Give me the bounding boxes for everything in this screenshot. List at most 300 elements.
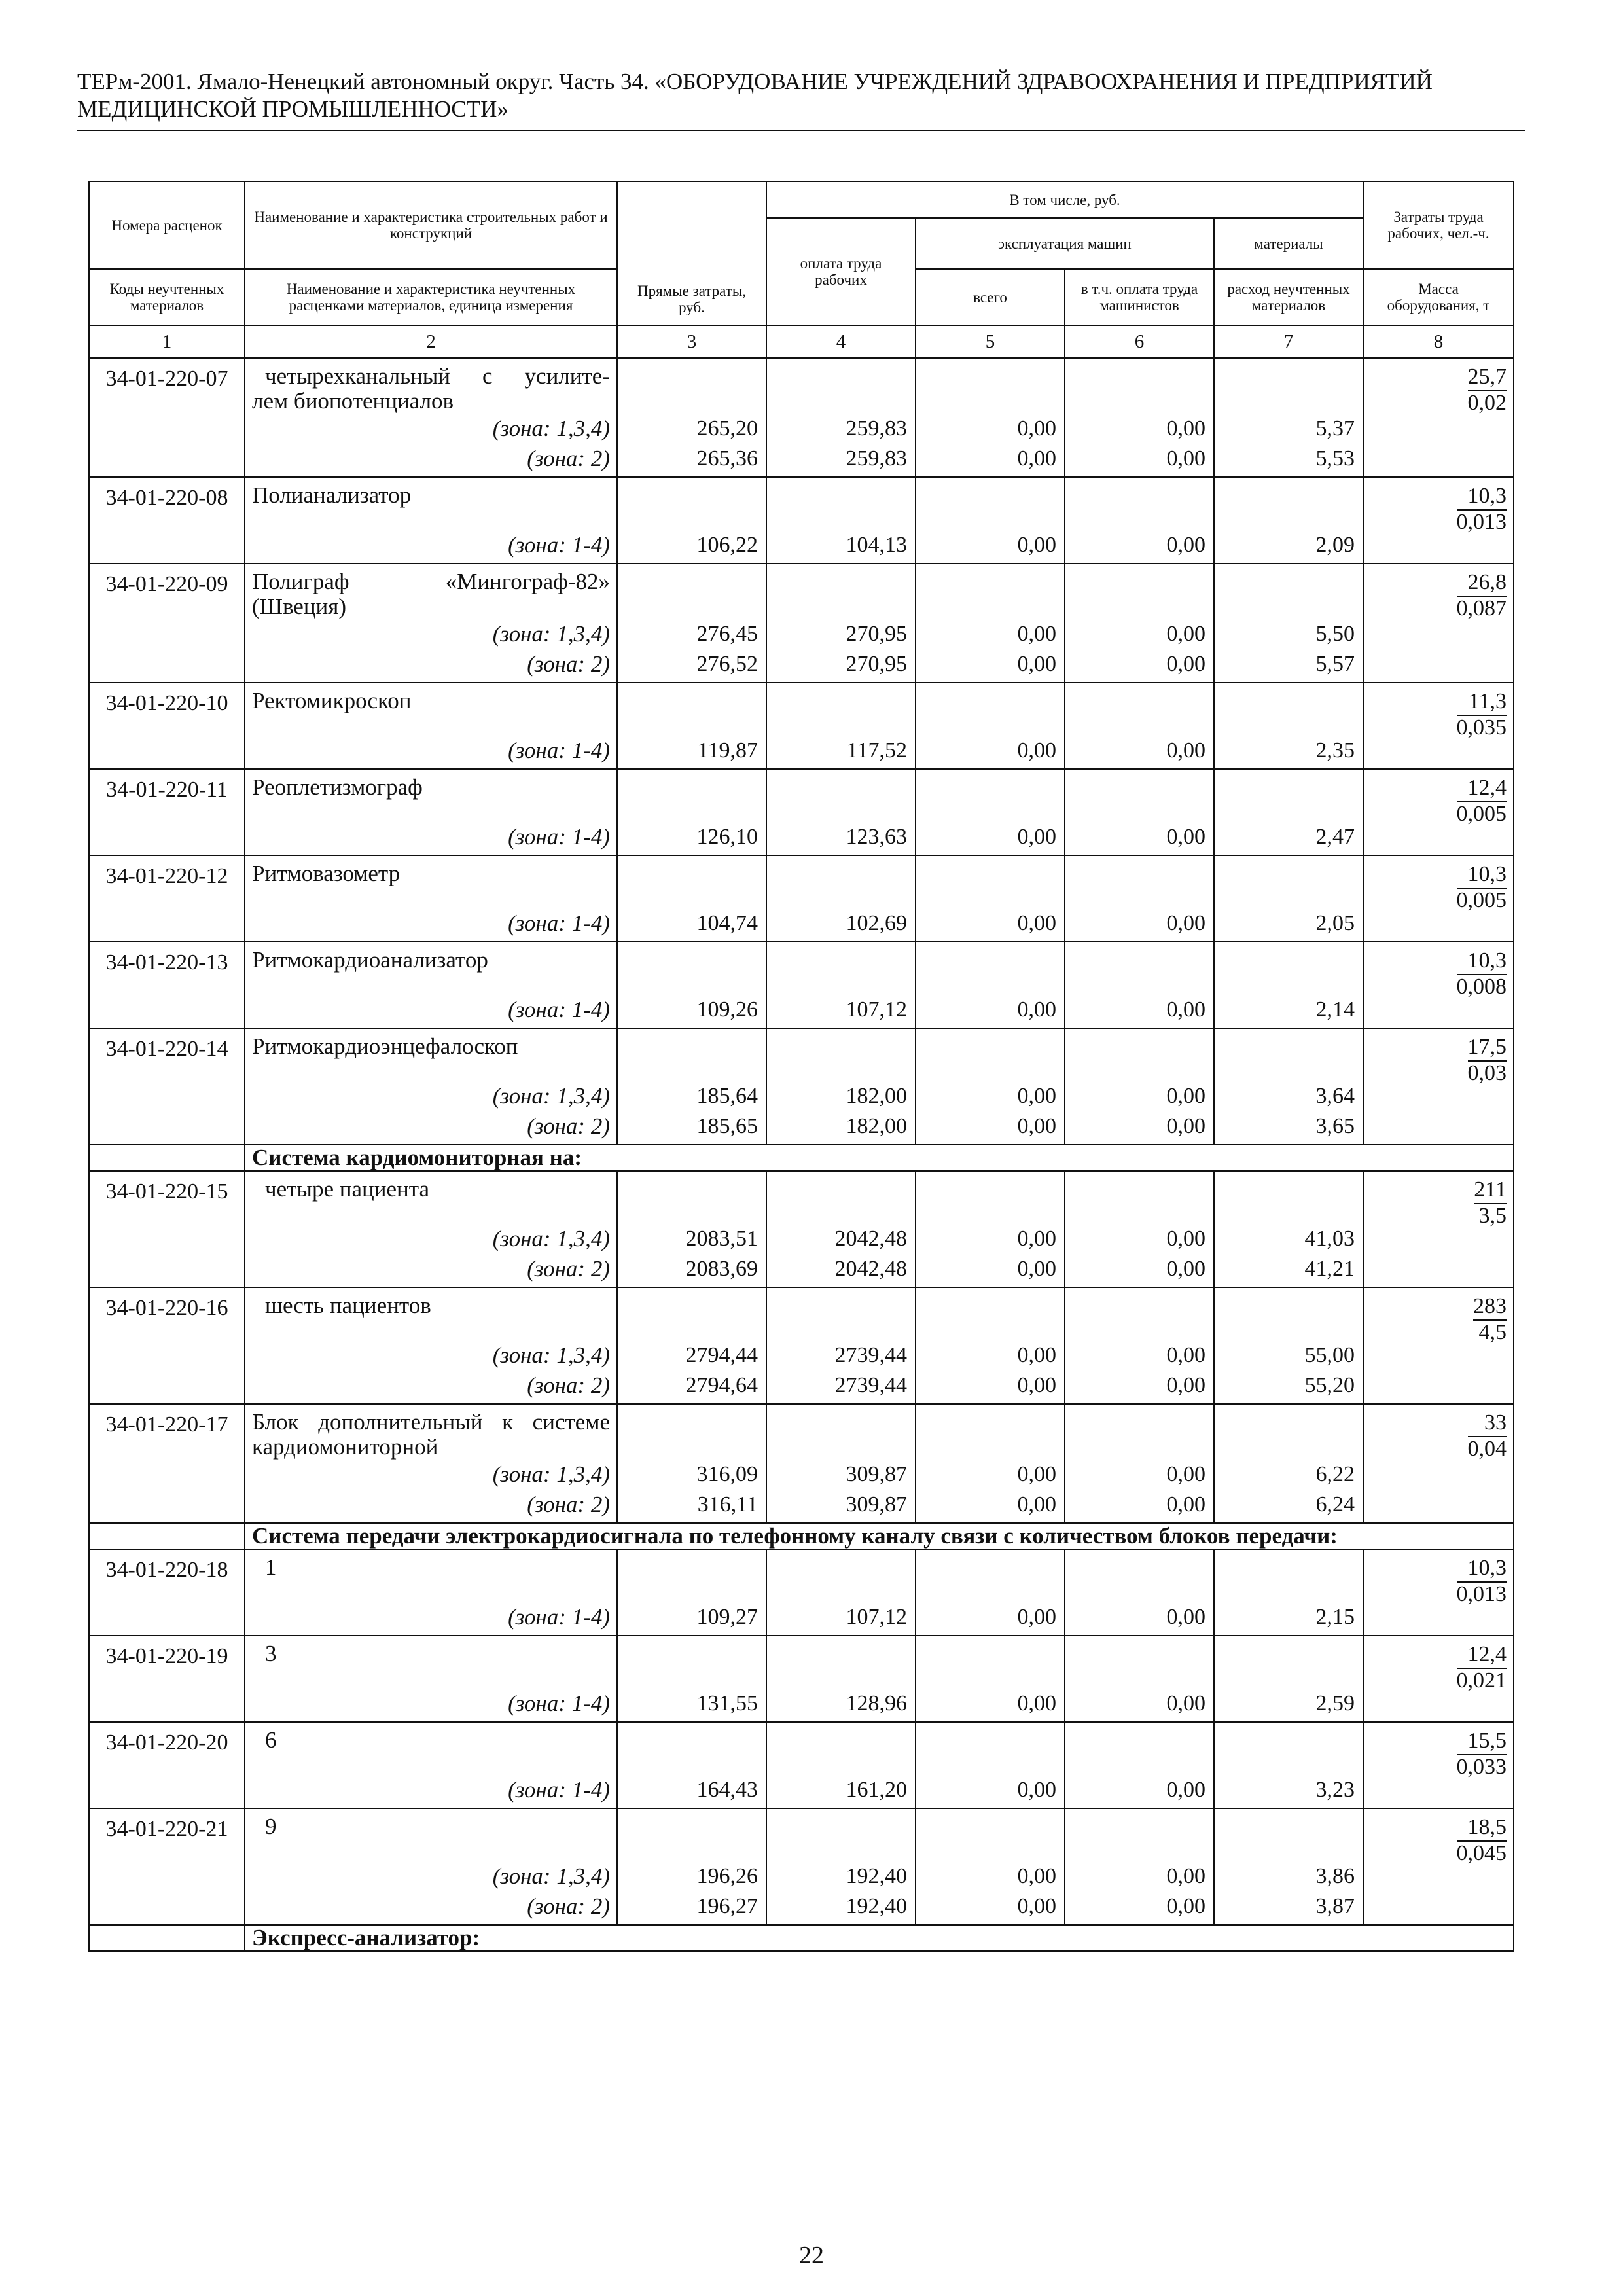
spacer xyxy=(252,886,610,908)
labor-mass-cell xyxy=(1363,1171,1514,1287)
rate-code: 34-01-220-21 xyxy=(89,1808,245,1925)
rate-code: 34-01-220-17 xyxy=(89,1404,245,1523)
spacer xyxy=(774,1641,907,1689)
rate-row xyxy=(89,1404,1514,1523)
direct-cost-cell xyxy=(617,1808,766,1925)
labor-pay: 107,12 xyxy=(846,1605,907,1629)
rate-name-cell xyxy=(245,1636,617,1722)
labor-pay: 270,95 xyxy=(846,652,907,676)
rate-row xyxy=(89,1287,1514,1404)
col-number: 3 xyxy=(617,325,766,358)
zone-label: (зона: 1,3,4) xyxy=(492,1462,610,1487)
machines-total: 0,00 xyxy=(1017,1778,1056,1802)
materials-cost-cell xyxy=(1214,942,1363,1028)
zone-label: (зона: 1,3,4) xyxy=(492,1226,610,1251)
direct-cost: 109,26 xyxy=(696,997,758,1022)
rate-name-line: Реоплетизмограф xyxy=(252,774,423,800)
machines-total: 0,00 xyxy=(1017,1343,1056,1367)
rate-name-line: 9 xyxy=(265,1814,277,1839)
rate-name-cell xyxy=(245,942,617,1028)
rate-code: 34-01-220-11 xyxy=(89,769,245,855)
materials-cost: 3,86 xyxy=(1315,1864,1355,1888)
col-number: 7 xyxy=(1214,325,1363,358)
direct-cost: 185,64 xyxy=(696,1084,758,1108)
machines-total: 0,00 xyxy=(1017,1894,1056,1918)
machines-labor: 0,00 xyxy=(1166,1227,1205,1251)
labor-mass-cell xyxy=(1363,1028,1514,1145)
spacer xyxy=(1221,1555,1355,1602)
materials-cost: 2,15 xyxy=(1315,1605,1355,1629)
machines-total: 0,00 xyxy=(1017,1257,1056,1281)
direct-cost-cell xyxy=(617,477,766,564)
materials-cost: 5,50 xyxy=(1315,622,1355,646)
direct-cost: 164,43 xyxy=(696,1778,758,1802)
rate-name-cell xyxy=(245,1404,617,1523)
spacer xyxy=(774,364,907,414)
machines-labor-cell xyxy=(1065,1808,1214,1925)
header-materials-use: расход неучтенных материалов xyxy=(1214,269,1363,325)
zone-label: (зона: 2) xyxy=(527,1113,610,1139)
materials-cost: 55,00 xyxy=(1304,1343,1355,1367)
labor-pay: 259,83 xyxy=(846,446,907,471)
header-materials: материалы xyxy=(1214,218,1363,269)
materials-cost-cell xyxy=(1214,477,1363,564)
direct-cost-cell xyxy=(617,1287,766,1404)
spacer xyxy=(1221,364,1355,414)
spacer xyxy=(624,1641,758,1689)
equipment-mass: 0,005 xyxy=(1456,802,1507,826)
materials-cost-cell xyxy=(1214,1808,1363,1925)
header-code-top: Номера расценок xyxy=(89,181,245,269)
spacer xyxy=(774,1410,907,1460)
direct-cost: 316,09 xyxy=(696,1462,758,1486)
labor-pay: 309,87 xyxy=(846,1462,907,1486)
machines-labor-cell xyxy=(1065,1722,1214,1808)
spacer xyxy=(624,1293,758,1340)
rate-name-cell xyxy=(245,1287,617,1404)
spacer xyxy=(252,1202,610,1224)
materials-cost: 41,21 xyxy=(1304,1257,1355,1281)
rate-name-cell xyxy=(245,1549,617,1636)
machines-labor: 0,00 xyxy=(1166,825,1205,849)
spacer xyxy=(1072,1814,1205,1861)
labor-pay: 2042,48 xyxy=(834,1257,907,1281)
materials-cost-cell xyxy=(1214,564,1363,683)
labor-hours: 15,5 xyxy=(1457,1729,1507,1755)
spacer xyxy=(624,364,758,414)
labor-mass-cell xyxy=(1363,1287,1514,1404)
spacer xyxy=(1072,861,1205,908)
direct-cost-cell xyxy=(617,564,766,683)
rate-name-line: 1 xyxy=(265,1554,277,1580)
direct-cost: 126,10 xyxy=(696,825,758,849)
spacer xyxy=(923,948,1056,995)
rate-row xyxy=(89,683,1514,769)
materials-cost-cell xyxy=(1214,769,1363,855)
labor-pay-cell xyxy=(766,1808,916,1925)
col-number: 4 xyxy=(766,325,916,358)
machines-total-cell xyxy=(916,769,1065,855)
direct-cost: 104,74 xyxy=(696,911,758,935)
rate-name-line: Полиграф «Мингограф-82» xyxy=(252,569,610,594)
labor-mass-fraction xyxy=(1457,1816,1507,1865)
machines-total: 0,00 xyxy=(1017,1492,1056,1516)
spacer xyxy=(923,1728,1056,1775)
materials-cost-cell xyxy=(1214,1171,1363,1287)
spacer xyxy=(1221,1293,1355,1340)
zone-label: (зона: 1-4) xyxy=(508,1691,610,1716)
spacer xyxy=(923,569,1056,619)
rate-row xyxy=(89,477,1514,564)
header-name-top: Наименование и характеристика строительных работ и конструкций xyxy=(245,181,617,269)
labor-mass-cell xyxy=(1363,1722,1514,1808)
machines-labor-cell xyxy=(1065,1287,1214,1404)
materials-cost: 55,20 xyxy=(1304,1373,1355,1397)
machines-total-cell xyxy=(916,683,1065,769)
spacer xyxy=(1072,1728,1205,1775)
rate-name-cell xyxy=(245,358,617,477)
direct-cost-cell xyxy=(617,1722,766,1808)
rate-name-cell xyxy=(245,855,617,942)
labor-pay-cell xyxy=(766,1028,916,1145)
equipment-mass: 0,045 xyxy=(1456,1841,1507,1865)
labor-pay: 107,12 xyxy=(846,997,907,1022)
spacer xyxy=(774,689,907,736)
rate-name-line: Ритмокардиоэнцефалоскоп xyxy=(252,1033,518,1059)
machines-labor: 0,00 xyxy=(1166,446,1205,471)
materials-cost-cell xyxy=(1214,1549,1363,1636)
rate-row xyxy=(89,1636,1514,1722)
zone-label: (зона: 2) xyxy=(527,1492,610,1517)
spacer xyxy=(1072,1177,1205,1224)
materials-cost: 2,09 xyxy=(1315,533,1355,557)
labor-hours: 10,3 xyxy=(1457,949,1507,975)
labor-hours: 17,5 xyxy=(1468,1035,1507,1062)
spacer xyxy=(774,775,907,822)
header-including: В том числе, руб. xyxy=(766,181,1363,218)
spacer xyxy=(774,483,907,530)
spacer xyxy=(624,483,758,530)
group-heading: Экспресс-анализатор: xyxy=(245,1925,1514,1951)
spacer xyxy=(923,1641,1056,1689)
direct-cost: 2083,69 xyxy=(685,1257,758,1281)
machines-labor: 0,00 xyxy=(1166,533,1205,557)
header-direct-costs: Прямые затраты, руб. xyxy=(617,181,766,325)
labor-pay: 309,87 xyxy=(846,1492,907,1516)
direct-cost-cell xyxy=(617,855,766,942)
zone-label: (зона: 1-4) xyxy=(508,997,610,1022)
materials-cost: 6,24 xyxy=(1315,1492,1355,1516)
direct-cost: 109,27 xyxy=(696,1605,758,1629)
rate-code: 34-01-220-10 xyxy=(89,683,245,769)
spacer xyxy=(252,1753,610,1775)
materials-cost: 2,47 xyxy=(1315,825,1355,849)
machines-labor-cell xyxy=(1065,358,1214,477)
spacer xyxy=(624,1177,758,1224)
materials-cost: 6,22 xyxy=(1315,1462,1355,1486)
labor-mass-cell xyxy=(1363,1549,1514,1636)
materials-cost: 5,57 xyxy=(1315,652,1355,676)
rate-row xyxy=(89,769,1514,855)
spacer xyxy=(624,1410,758,1460)
labor-hours: 12,4 xyxy=(1457,776,1507,802)
header-mass: Масса оборудования, т xyxy=(1363,269,1514,325)
rate-row xyxy=(89,1722,1514,1808)
rate-code: 34-01-220-18 xyxy=(89,1549,245,1636)
machines-total: 0,00 xyxy=(1017,1373,1056,1397)
direct-cost: 131,55 xyxy=(696,1691,758,1715)
group-heading-row xyxy=(89,1925,1514,1951)
labor-hours: 11,3 xyxy=(1457,690,1507,716)
machines-labor-cell xyxy=(1065,1171,1214,1287)
spacer xyxy=(923,364,1056,414)
labor-mass-fraction xyxy=(1457,690,1507,740)
materials-cost: 2,14 xyxy=(1315,997,1355,1022)
spacer xyxy=(252,713,610,736)
machines-total: 0,00 xyxy=(1017,1084,1056,1108)
col-number: 6 xyxy=(1065,325,1214,358)
spacer xyxy=(774,1555,907,1602)
labor-pay: 270,95 xyxy=(846,622,907,646)
machines-labor: 0,00 xyxy=(1166,1257,1205,1281)
spacer xyxy=(774,861,907,908)
col-number: 2 xyxy=(245,325,617,358)
direct-cost: 106,22 xyxy=(696,533,758,557)
spacer xyxy=(1221,1728,1355,1775)
header-machines: эксплуатация машин xyxy=(916,218,1214,269)
materials-cost-cell xyxy=(1214,1287,1363,1404)
spacer xyxy=(1221,1177,1355,1224)
machines-labor-cell xyxy=(1065,1404,1214,1523)
labor-mass-cell xyxy=(1363,769,1514,855)
spacer xyxy=(923,1034,1056,1081)
machines-labor: 0,00 xyxy=(1166,997,1205,1022)
equipment-mass: 0,013 xyxy=(1456,510,1507,534)
direct-cost-cell xyxy=(617,1404,766,1523)
spacer xyxy=(923,1555,1056,1602)
labor-mass-cell xyxy=(1363,564,1514,683)
direct-cost: 265,36 xyxy=(696,446,758,471)
machines-total: 0,00 xyxy=(1017,1462,1056,1486)
labor-mass-fraction xyxy=(1468,1035,1507,1085)
rate-name-line: Ректомикроскоп xyxy=(252,688,412,713)
spacer xyxy=(774,1293,907,1340)
direct-cost: 2083,51 xyxy=(685,1227,758,1251)
spacer xyxy=(1221,1641,1355,1689)
spacer xyxy=(1221,861,1355,908)
spacer xyxy=(624,689,758,736)
materials-cost: 3,64 xyxy=(1315,1084,1355,1108)
labor-pay: 102,69 xyxy=(846,911,907,935)
rate-row xyxy=(89,1171,1514,1287)
labor-mass-cell xyxy=(1363,477,1514,564)
materials-cost: 2,59 xyxy=(1315,1691,1355,1715)
rate-row xyxy=(89,1808,1514,1925)
spacer xyxy=(774,1177,907,1224)
rate-name-cell xyxy=(245,1808,617,1925)
rate-name-cell xyxy=(245,1171,617,1287)
direct-cost: 276,45 xyxy=(696,622,758,646)
spacer xyxy=(923,1814,1056,1861)
machines-labor-cell xyxy=(1065,1636,1214,1722)
group-code-cell xyxy=(89,1145,245,1171)
machines-labor-cell xyxy=(1065,942,1214,1028)
rate-row xyxy=(89,855,1514,942)
machines-labor-cell xyxy=(1065,477,1214,564)
spacer xyxy=(774,1814,907,1861)
rate-code: 34-01-220-13 xyxy=(89,942,245,1028)
materials-cost-cell xyxy=(1214,683,1363,769)
machines-total: 0,00 xyxy=(1017,825,1056,849)
spacer xyxy=(624,861,758,908)
spacer xyxy=(923,689,1056,736)
labor-pay-cell xyxy=(766,1171,916,1287)
direct-cost: 2794,44 xyxy=(685,1343,758,1367)
machines-total-cell xyxy=(916,1287,1065,1404)
labor-mass-cell xyxy=(1363,1808,1514,1925)
spacer xyxy=(624,1814,758,1861)
equipment-mass: 0,035 xyxy=(1456,715,1507,740)
materials-cost-cell xyxy=(1214,1636,1363,1722)
spacer xyxy=(1221,948,1355,995)
machines-labor: 0,00 xyxy=(1166,416,1205,440)
header-labor-pay: оплата труда рабочих xyxy=(766,218,916,325)
rate-name-cell xyxy=(245,769,617,855)
labor-hours: 10,3 xyxy=(1457,1556,1507,1583)
machines-labor: 0,00 xyxy=(1166,1343,1205,1367)
zone-label: (зона: 1-4) xyxy=(508,532,610,558)
zone-label: (зона: 2) xyxy=(527,1372,610,1398)
materials-cost: 3,23 xyxy=(1315,1778,1355,1802)
labor-mass-cell xyxy=(1363,942,1514,1028)
machines-labor: 0,00 xyxy=(1166,738,1205,762)
machines-total-cell xyxy=(916,855,1065,942)
header-rule xyxy=(77,130,1525,131)
spacer xyxy=(923,1293,1056,1340)
spacer xyxy=(1221,689,1355,736)
spacer xyxy=(1072,689,1205,736)
zone-label: (зона: 1-4) xyxy=(508,1604,610,1630)
direct-cost-cell xyxy=(617,1636,766,1722)
machines-total-cell xyxy=(916,1636,1065,1722)
labor-pay-cell xyxy=(766,1722,916,1808)
machines-total-cell xyxy=(916,358,1065,477)
equipment-mass: 3,5 xyxy=(1478,1204,1507,1228)
labor-pay-cell xyxy=(766,855,916,942)
rate-name-line: четыре пациента xyxy=(265,1176,429,1202)
rate-code: 34-01-220-14 xyxy=(89,1028,245,1145)
materials-cost: 41,03 xyxy=(1304,1227,1355,1251)
labor-mass-fraction xyxy=(1468,365,1507,415)
machines-labor-cell xyxy=(1065,683,1214,769)
labor-pay: 259,83 xyxy=(846,416,907,440)
labor-mass-fraction xyxy=(1457,1556,1507,1606)
machines-total: 0,00 xyxy=(1017,1227,1056,1251)
machines-labor: 0,00 xyxy=(1166,1605,1205,1629)
col-number: 8 xyxy=(1363,325,1514,358)
rate-row xyxy=(89,358,1514,477)
spacer xyxy=(1221,569,1355,619)
equipment-mass: 0,008 xyxy=(1456,975,1507,999)
materials-cost: 3,65 xyxy=(1315,1114,1355,1138)
zone-label: (зона: 1-4) xyxy=(508,910,610,936)
labor-hours: 26,8 xyxy=(1457,571,1507,597)
spacer xyxy=(252,1666,610,1689)
group-heading: Система кардиомониторная на: xyxy=(245,1145,1514,1171)
rate-name-line: Блок дополнительный к системе xyxy=(252,1409,610,1435)
rate-name-line: Полианализатор xyxy=(252,482,412,508)
labor-hours: 211 xyxy=(1474,1178,1507,1204)
machines-total: 0,00 xyxy=(1017,1864,1056,1888)
labor-mass-cell xyxy=(1363,683,1514,769)
machines-total: 0,00 xyxy=(1017,1605,1056,1629)
machines-labor: 0,00 xyxy=(1166,622,1205,646)
labor-pay: 161,20 xyxy=(846,1778,907,1802)
rate-name-cell xyxy=(245,1028,617,1145)
spacer xyxy=(1072,1293,1205,1340)
spacer xyxy=(774,948,907,995)
materials-cost-cell xyxy=(1214,1404,1363,1523)
labor-pay-cell xyxy=(766,1549,916,1636)
rate-name-line: 3 xyxy=(265,1641,277,1666)
direct-cost-cell xyxy=(617,683,766,769)
spacer xyxy=(252,1839,610,1861)
col-number: 5 xyxy=(916,325,1065,358)
machines-total-cell xyxy=(916,1722,1065,1808)
rate-name-cell xyxy=(245,477,617,564)
machines-labor: 0,00 xyxy=(1166,1084,1205,1108)
labor-hours: 12,4 xyxy=(1457,1643,1507,1669)
spacer xyxy=(1221,1814,1355,1861)
labor-pay-cell xyxy=(766,683,916,769)
machines-total: 0,00 xyxy=(1017,446,1056,471)
direct-cost: 265,20 xyxy=(696,416,758,440)
machines-total: 0,00 xyxy=(1017,738,1056,762)
machines-total-cell xyxy=(916,1404,1065,1523)
machines-labor-cell xyxy=(1065,769,1214,855)
labor-mass-cell xyxy=(1363,1404,1514,1523)
table-head xyxy=(89,181,1514,358)
labor-pay-cell xyxy=(766,1287,916,1404)
labor-pay: 2739,44 xyxy=(834,1373,907,1397)
labor-pay-cell xyxy=(766,942,916,1028)
labor-mass-fraction xyxy=(1457,571,1507,620)
materials-cost: 2,05 xyxy=(1315,911,1355,935)
machines-labor-cell xyxy=(1065,1028,1214,1145)
spacer xyxy=(624,775,758,822)
header-machines-labor: в т.ч. оплата труда машинистов xyxy=(1065,269,1214,325)
labor-pay: 182,00 xyxy=(846,1084,907,1108)
rate-name-line: шесть пациентов xyxy=(265,1293,431,1318)
zone-label: (зона: 1,3,4) xyxy=(492,1863,610,1889)
spacer xyxy=(1072,569,1205,619)
labor-pay: 123,63 xyxy=(846,825,907,849)
materials-cost-cell xyxy=(1214,1028,1363,1145)
equipment-mass: 0,03 xyxy=(1467,1061,1507,1085)
direct-cost: 276,52 xyxy=(696,652,758,676)
machines-total-cell xyxy=(916,477,1065,564)
rate-row xyxy=(89,1028,1514,1145)
labor-pay: 104,13 xyxy=(846,533,907,557)
labor-mass-fraction xyxy=(1457,949,1507,999)
page-number: 22 xyxy=(799,2242,824,2269)
zone-label: (зона: 2) xyxy=(527,1893,610,1919)
spacer xyxy=(624,948,758,995)
direct-cost-cell xyxy=(617,358,766,477)
group-heading: Система передачи электрокардиосигнала по телефонному каналу связи с количеством блоков передачи: xyxy=(245,1523,1514,1549)
machines-total: 0,00 xyxy=(1017,416,1056,440)
labor-pay-cell xyxy=(766,477,916,564)
